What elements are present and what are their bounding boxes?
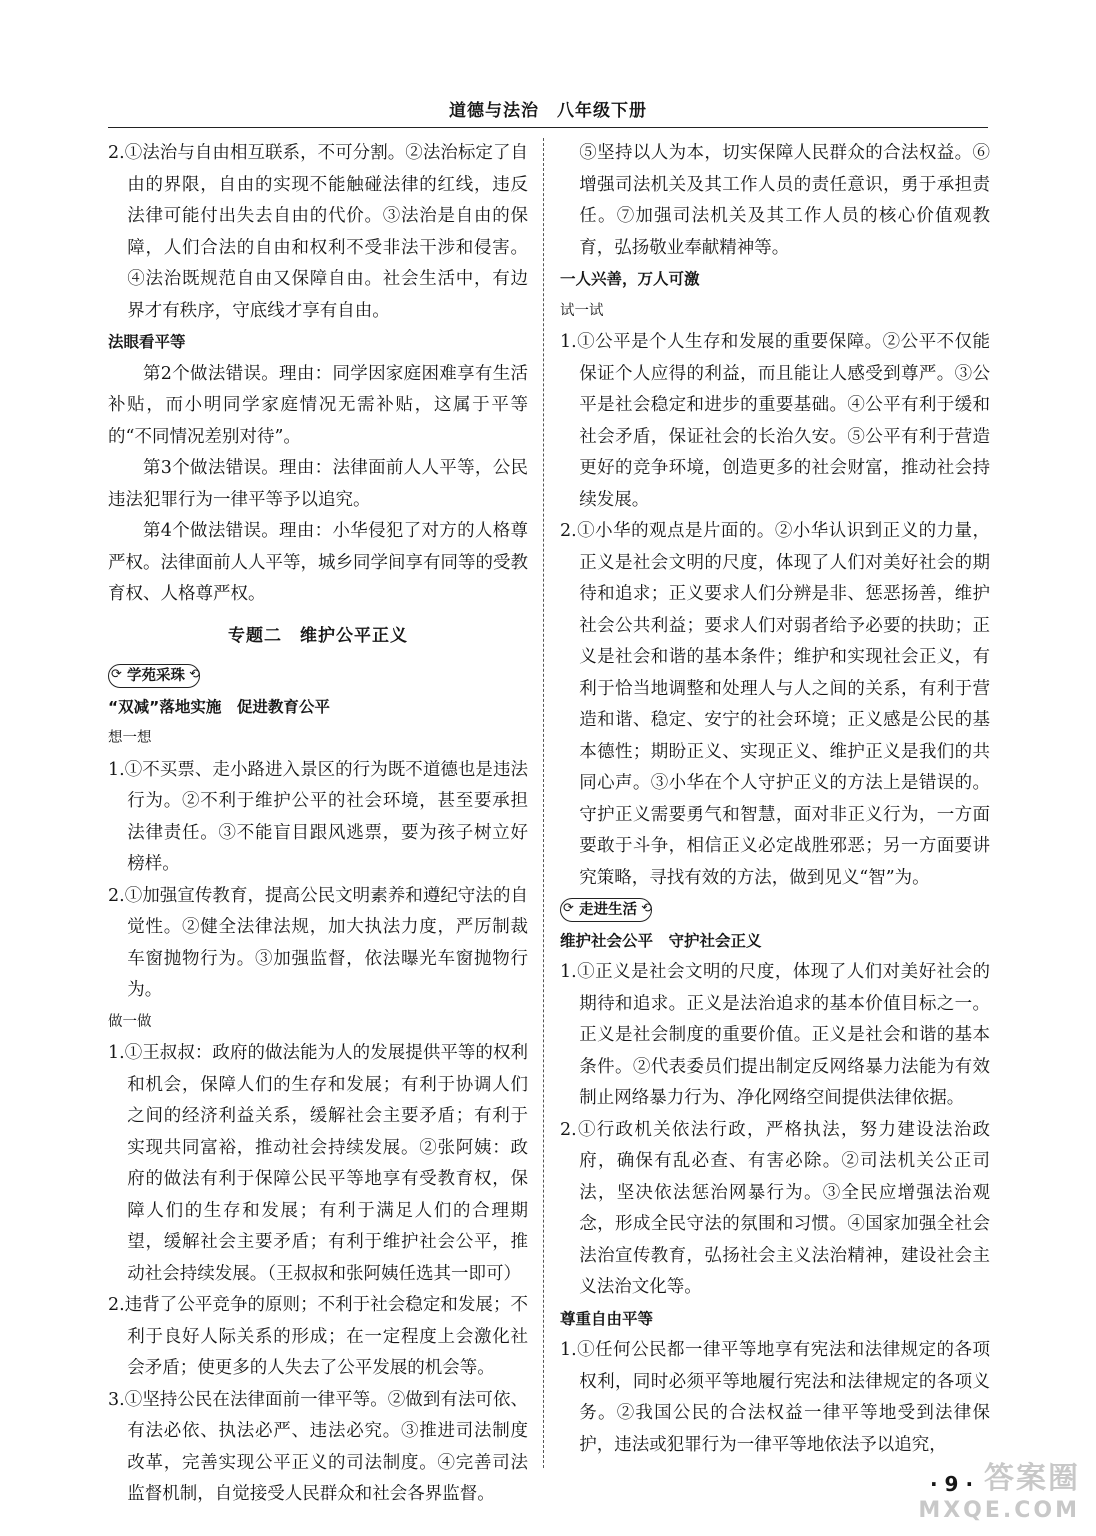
section-title: “双减”落地实施 促进教育公平 xyxy=(108,697,330,716)
header-rule xyxy=(108,127,988,128)
page-number: · 9 · xyxy=(930,1472,974,1496)
answer-item: 2.违背了公平竞争的原则；不利于社会稳定和发展；不利于良好人际关系的形成；在一定程度上会激化社会矛盾；使更多的人失去了公平发展的机会等。 xyxy=(108,1295,528,1378)
answer-paragraph: 第4个做法错误。理由：小华侵犯了对方的人格尊严权。法律面前人人平等，城乡同学间享有同等的受教育权、人格尊严权。 xyxy=(108,521,528,604)
exercise-label: 想一想 xyxy=(108,730,152,746)
answer-paragraph: 第3个做法错误。理由：法律面前人人平等，公民违法犯罪行为一律平等予以追究。 xyxy=(108,458,528,510)
chapter-title: 专题二 维护公平正义 xyxy=(228,625,408,646)
answer-paragraph: 第2个做法错误。理由：同学因家庭困难享有生活补贴，而小明同学家庭情况无需补贴，这属于平等的“不同情况差别对待”。 xyxy=(108,363,528,447)
section-badge: ⟳ 走进生活 ⟲ xyxy=(560,898,652,922)
section-title: 一人兴善，万人可激 xyxy=(560,270,700,288)
answer-item: 1.①王叔叔：政府的做法能为人的发展提供平等的权利和机会，保障人们的生存和发展；有利于协调人们之间的经济利益关系，缓解社会主要矛盾；有利于实现共同富裕，推动社会持续发展。②张阿姨：政府的做法有利于保障公民平等地享有受教育权，保障人们的生存和发展；有利于满足人们的合理期望，缓解社会主要矛盾；有利于维护社会公平，推动社会持续发展。（王叔叔和张阿姨任选其一即可） xyxy=(108,1043,528,1284)
answer-item: 3.①坚持公民在法律面前一律平等。②做到有法可依、有法必依、执法必严、违法必究。③推进司法制度改革，完善实现公平正义的司法制度。④完善司法监督机制，自觉接受人民群众和社会各界监督。 xyxy=(108,1389,528,1504)
section-title: 法眼看平等 xyxy=(108,333,186,351)
column-divider xyxy=(543,138,544,1468)
section-title: 尊重自由平等 xyxy=(560,1309,654,1328)
answer-item: 1.①任何公民都一律平等地享有宪法和法律规定的各项权利，同时必须平等地履行宪法和法律规定的各项义务。②我国公民的合法权益一律平等地受到法律保护，违法或犯罪行为一律平等地依法予以追究， xyxy=(560,1340,990,1455)
answer-item: 2.①法治与自由相互联系，不可分割。②法治标定了自由的界限，自由的实现不能触碰法律的红线，违反法律可能付出失去自由的代价。③法治是自由的保障，人们合法的自由和权利不受非法干涉和侵害。④法治既规范自由又保障自由。社会生活中，有边界才有秩序，守底线才享有自由。 xyxy=(108,143,528,321)
watermark-url: MXQE.COM xyxy=(918,1498,1080,1523)
answer-item: 1.①公平是个人生存和发展的重要保障。②公平不仅能保证个人应得的利益，而且能让人感受到尊严。③公平是社会稳定和进步的重要基础。④公平有利于缓和社会矛盾，保证社会的长治久安。⑤公平有利于营造更好的竞争环境，创造更多的社会财富，推动社会持续发展。 xyxy=(560,332,990,510)
answer-item: 2.①小华的观点是片面的。②小华认识到正义的力量，正义是社会文明的尺度，体现了人们对美好社会的期待和追求；正义要求人们分辨是非、惩恶扬善，维护社会公共利益；要求人们对弱者给予必要的扶助；正义是社会和谐的基本条件；维护和实现社会正义，有利于恰当地调整和处理人与人之间的关系，有利于营造和谐、稳定、安宁的社会环境；正义感是公民的基本德性；期盼正义、实现正义、维护正义是我们的共同心声。③小华在个人守护正义的方法上是错误的。守护正义需要勇气和智慧，面对非正义行为，一方面要敢于斗争，相信正义必定战胜邪恶；另一方面要讲究策略，寻找有效的方法，做到见义“智”为。 xyxy=(560,521,990,888)
exercise-label: 试一试 xyxy=(560,302,604,319)
watermark-logo xyxy=(880,1460,1080,1532)
answer-item: 1.①正义是社会文明的尺度，体现了人们对美好社会的期待和追求。正义是法治追求的基本价值目标之一。正义是社会制度的重要价值。正义是社会和谐的基本条件。②代表委员们提出制定反网络暴力法能为有效制止网络暴力行为、净化网络空间提供法律依据。 xyxy=(560,962,990,1108)
answer-item: ⑤坚持以人为本，切实保障人民群众的合法权益。⑥增强司法机关及其工作人员的责任意识，勇于承担责任。⑦加强司法机关及其工作人员的核心价值观教育，弘扬敬业奉献精神等。 xyxy=(579,143,990,258)
exercise-label: 做一做 xyxy=(108,1013,152,1030)
left-column xyxy=(108,138,528,1511)
answer-item: 2.①加强宣传教育，提高公民文明素养和遵纪守法的自觉性。②健全法律法规，加大执法力度，严厉制裁车窗抛物行为。③加强监督，依法曝光车窗抛物行为。 xyxy=(108,885,528,1000)
right-column xyxy=(560,138,990,1461)
section-title: 维护社会公平 守护社会正义 xyxy=(560,931,762,950)
answer-item: 1.①不买票、走小路进入景区的行为既不道德也是违法行为。②不利于维护公平的社会环境，甚至要承担法律责任。③不能盲目跟风逃票，要为孩子树立好榜样。 xyxy=(108,759,528,874)
watermark-text: 答案圈 xyxy=(984,1461,1080,1496)
section-badge: ⟳ 学苑采珠 ⟲ xyxy=(108,664,200,688)
answer-item: 2.①行政机关依法行政，严格执法，努力建设法治政府，确保有乱必查、有害必除。②司法机关公正司法，坚决依法惩治网暴行为。③全民应增强法治观念，形成全民守法的氛围和习惯。④国家加强全社会法治宣传教育，弘扬社会主义法治精神，建设社会主义法治文化等。 xyxy=(560,1119,990,1297)
page-header: 道德与法治 八年级下册 xyxy=(449,101,647,121)
